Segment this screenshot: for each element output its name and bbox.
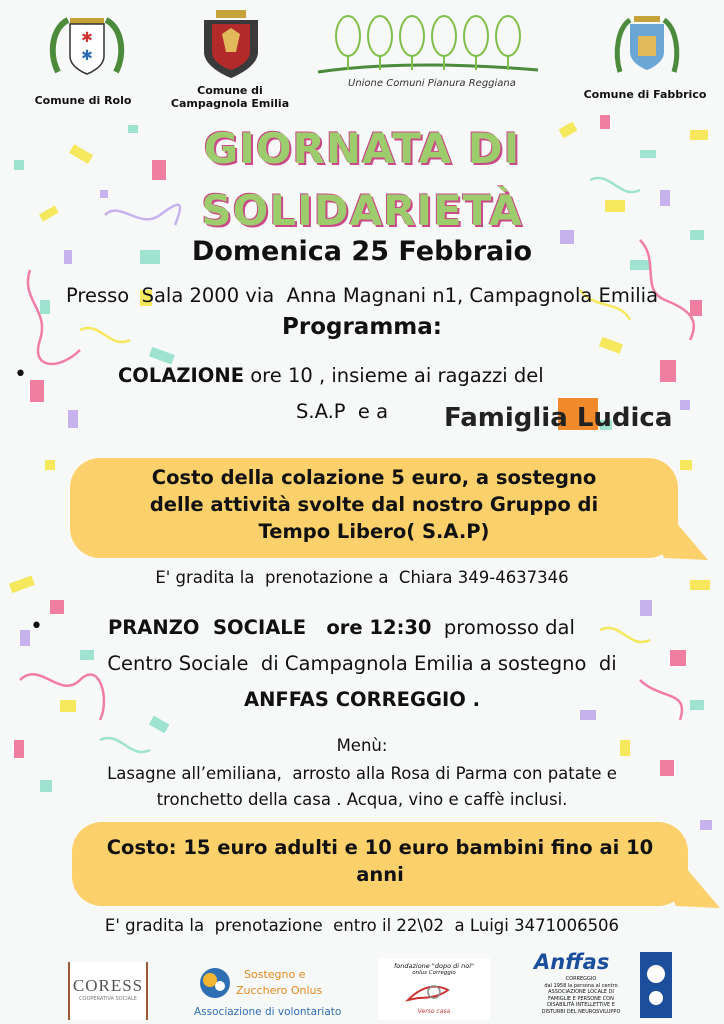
dopo-house-icon (378, 976, 490, 1004)
anffas-logo (526, 950, 674, 1022)
unione-logo (318, 14, 538, 94)
dopo-line1: fondazione "dopo di noi" (393, 962, 475, 970)
anffas-line2: dal 1958 la persona al centro (544, 982, 618, 989)
colazione-cost-line2: delle attività svolte dal nostro Gruppo di (149, 493, 599, 516)
anffas-emblem-icon (640, 952, 672, 1018)
rolo-crest-icon (48, 12, 126, 84)
sostegno-line1: Sostegno e (244, 968, 306, 981)
campagnola-label (160, 84, 300, 110)
colazione-cost-bubble (70, 458, 678, 558)
pranzo-booking: E' gradita la prenotazione entro il 22\02 a Luigi 3471006506 (104, 916, 620, 935)
colazione-bubble-tail (650, 520, 710, 562)
colazione-text-line1: ore 10 , insieme ai ragazzi del (244, 364, 544, 387)
famiglia-ludica-text: Famiglia Ludica (444, 403, 673, 433)
anffas-description (526, 976, 636, 1015)
colazione-line1 (118, 364, 544, 387)
dopo-line2: onlus Correggio (412, 970, 456, 976)
sostegno-subtitle: Associazione di volontariato (194, 1006, 342, 1018)
pranzo-line1 (108, 616, 575, 639)
anffas-line5: DISABILITÀ INTELLETTIVE E (547, 1002, 615, 1008)
fabbrico-crest-icon (614, 12, 680, 78)
dopo-line3: Verso casa (417, 1008, 451, 1015)
colazione-cost-line1: Costo della colazione 5 euro, a sostegno (151, 466, 597, 489)
pranzo-bubble-tail (660, 868, 722, 910)
title-line1: GIORNATA DI (203, 124, 521, 173)
menu-line2: tronchetto della casa . Acqua, vino e caffè inclusi. (156, 790, 568, 809)
fabbrico-label: Comune di Fabbrico (583, 88, 707, 101)
coress-logo (68, 962, 148, 1020)
anffas-line4: FAMIGLIE E PERSONE CON (548, 995, 614, 1002)
program-heading: Programma: (282, 314, 442, 340)
title-line2: SOLIDARIETÀ (201, 186, 523, 235)
colazione-cost-line3: Tempo Libero( S.A.P) (258, 520, 490, 543)
anffas-title: Anffas (534, 950, 610, 974)
unione-label: Unione Comuni Pianura Reggiana (348, 78, 516, 89)
pranzo-cost-bubble (72, 822, 688, 906)
rolo-label: Comune di Rolo (34, 94, 132, 107)
pranzo-label: PRANZO SOCIALE ore 12:30 (108, 616, 432, 639)
unione-trees-icon (318, 14, 538, 84)
campagnola-crest-icon (198, 8, 264, 80)
campagnola-label-line1: Comune di (197, 84, 263, 97)
anffas-line1: CORREGGIO (565, 976, 597, 982)
pranzo-cost-line2: anni (356, 863, 404, 886)
anffas-line6: DISTURBI DEL NEUROSVILUPPO (541, 1008, 621, 1015)
famiglia-ludica-logo (440, 392, 673, 436)
sostegno-zucchero-logo (192, 964, 342, 1022)
anffas-line3: ASSOCIAZIONE LOCALE DI (548, 989, 614, 995)
event-date: Domenica 25 Febbraio (191, 236, 533, 267)
menu-line1: Lasagne all’emiliana, arrosto alla Rosa di Parma con patate e (107, 764, 617, 783)
pranzo-line2: Centro Sociale di Campagnola Emilia a sostegno di (107, 652, 617, 675)
menu-heading: Menù: (336, 736, 388, 755)
pranzo-text-line1: promosso dal (431, 616, 575, 639)
pranzo-cost-line1: Costo: 15 euro adulti e 10 euro bambini fino ai 10 (106, 836, 654, 859)
dopo-di-noi-logo (378, 958, 490, 1020)
event-location: Presso Sala 2000 via Anna Magnani n1, Campagnola Emilia (65, 284, 659, 307)
coress-title: CORESS (72, 976, 144, 995)
sostegno-line2: Zucchero Onlus (236, 984, 323, 997)
svg-text:✱: ✱ (81, 30, 93, 46)
pranzo-bullet: • (30, 614, 43, 639)
sostegno-emblem-icon (198, 966, 232, 1000)
colazione-line2: S.A.P e a (296, 400, 389, 423)
colazione-bullet: • (14, 362, 27, 387)
pranzo-line3: ANFFAS CORREGGIO . (243, 688, 481, 711)
colazione-label: COLAZIONE (118, 364, 245, 387)
campagnola-label-line2: Campagnola Emilia (170, 97, 290, 110)
colazione-booking: E' gradita la prenotazione a Chiara 349-4637346 (155, 568, 569, 587)
coress-subtitle: COOPERATIVA SOCIALE (79, 996, 137, 1002)
svg-text:✱: ✱ (81, 48, 93, 64)
